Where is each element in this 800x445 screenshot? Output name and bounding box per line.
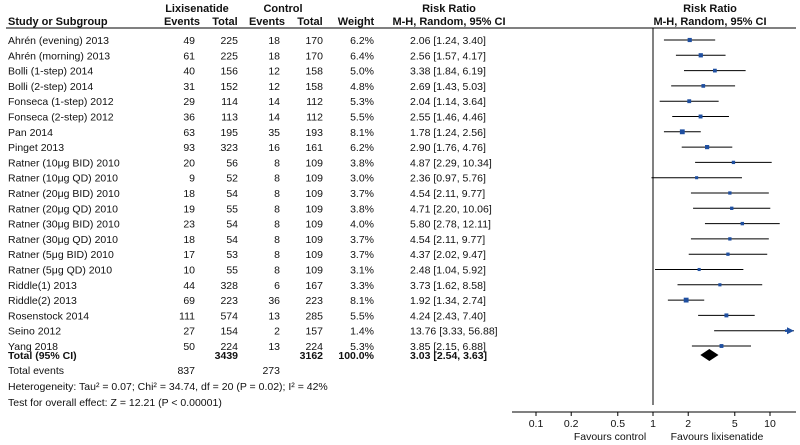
point-estimate [698, 268, 701, 271]
total-group1: 55 [226, 264, 238, 277]
total-group2: 224 [305, 341, 323, 353]
weight-value: 5.0% [350, 65, 374, 78]
ci-text: 2.55 [1.46, 4.46] [410, 111, 486, 124]
weight-value: 3.0% [350, 172, 374, 185]
events-group1: 63 [183, 126, 195, 139]
study-name: Ratner (5μg BID) 2010 [8, 249, 114, 262]
rr-title: Risk Ratio [422, 3, 476, 15]
total-group1: 113 [221, 111, 238, 124]
ci-text: 2.48 [1.04, 5.92] [410, 264, 486, 277]
ci-text: 2.04 [1.14, 3.64] [410, 96, 486, 109]
x-axis [512, 412, 796, 430]
weight-value: 4.0% [350, 218, 374, 231]
point-estimate [695, 176, 698, 179]
events-group1: 18 [183, 233, 195, 246]
point-estimate [680, 129, 685, 134]
x-tick-label: 1 [650, 418, 656, 430]
total-group1: 54 [226, 218, 238, 231]
total-group2: 157 [305, 325, 323, 338]
study-row [8, 234, 485, 246]
events-group2: 35 [268, 126, 280, 139]
events-group1: 69 [183, 295, 195, 308]
weight-value: 3.7% [350, 249, 374, 262]
study-name: Seino 2012 [8, 325, 62, 338]
events-group2: 12 [268, 65, 280, 78]
study-name: Riddle(1) 2013 [8, 279, 77, 292]
point-estimate [728, 191, 731, 194]
events-group2: 16 [268, 142, 280, 155]
events-group2: 6 [274, 279, 280, 292]
ci-text: 3.73 [1.62, 8.58] [410, 279, 486, 292]
events-group2: 2 [274, 325, 280, 338]
ci-text: 4.54 [2.11, 9.77] [410, 233, 486, 246]
ci-text: 3.38 [1.84, 6.19] [410, 65, 486, 78]
heterogeneity-text: Heterogeneity: Tau² = 0.07; Chi² = 34.74, df = 20 (P = 0.02); I² = 42% [8, 381, 328, 393]
ci-text: 13.76 [3.33, 56.88] [410, 325, 498, 338]
events-group2: 14 [268, 111, 280, 124]
events-group2: 8 [274, 218, 280, 231]
group2-header: Control [263, 3, 303, 15]
point-estimate [701, 84, 705, 88]
study-name: Bolli (2-step) 2014 [8, 80, 94, 93]
weight-value: 3.3% [350, 279, 374, 292]
study-name: Fonseca (2-step) 2012 [8, 111, 114, 124]
total-group1: 328 [220, 279, 238, 292]
point-estimate [688, 38, 692, 42]
ci-text: 1.78 [1.24, 2.56] [410, 126, 486, 139]
study-name: Pinget 2013 [8, 142, 65, 155]
events-group1: 50 [183, 341, 195, 353]
events-group1: 49 [183, 35, 195, 47]
forest-plot-area [651, 28, 794, 405]
events-group1: 19 [183, 203, 195, 216]
events-group2: 8 [274, 233, 280, 246]
total1-header: Total [212, 16, 238, 28]
total-group1: 154 [220, 325, 238, 338]
events-group2: 8 [274, 188, 280, 200]
total-group1: 52 [226, 172, 238, 185]
events-group1: 93 [183, 142, 195, 155]
total-group2: 170 [305, 35, 323, 47]
events-group1: 18 [183, 188, 195, 200]
total-events-group2: 273 [262, 365, 280, 377]
total-group2: 109 [305, 233, 323, 246]
overall-effect-text: Test for overall effect: Z = 12.21 (P < 0.00001) [8, 397, 222, 409]
events-group2: 13 [268, 341, 280, 353]
events-group2: 18 [268, 35, 280, 47]
total-group1: 54 [226, 233, 238, 246]
weight-value: 3.1% [350, 264, 374, 277]
total-group1: 225 [220, 35, 238, 47]
study-row [8, 50, 486, 62]
events-group2: 13 [268, 310, 280, 323]
events2-header: Events [248, 16, 286, 28]
study-row [8, 35, 486, 47]
total-group2: 161 [305, 142, 323, 155]
rr-method-header: M-H, Random, 95% CI [392, 16, 506, 28]
favours-lixisenatide-label: Favours lixisenatide [670, 431, 764, 443]
study-row [8, 280, 486, 292]
total-group2: 109 [305, 218, 323, 231]
study-row [8, 96, 486, 108]
point-estimate [726, 253, 729, 256]
x-tick-label: 0.2 [563, 418, 579, 430]
total2-header: Total [297, 16, 323, 28]
events-group1: 44 [183, 279, 195, 292]
events-group1: 10 [183, 264, 195, 277]
total-group2: 109 [305, 157, 323, 170]
study-name: Rosenstock 2014 [8, 310, 90, 323]
ci-text: 2.56 [1.57, 4.17] [410, 50, 486, 63]
total-group1: 156 [220, 65, 238, 78]
point-estimate [724, 313, 728, 317]
total-group1: 53 [226, 249, 238, 262]
study-name: Ratner (20μg QD) 2010 [8, 203, 118, 216]
study-name: Ahrén (morning) 2013 [8, 50, 111, 63]
point-estimate [728, 237, 731, 240]
total-group2: 158 [305, 80, 323, 93]
events-group2: 8 [274, 203, 280, 216]
study-row [8, 142, 486, 154]
total-group1: 152 [220, 80, 238, 93]
study-row [8, 157, 492, 169]
total-group2: 285 [305, 310, 323, 323]
weight-value: 1.4% [350, 325, 374, 338]
point-estimate [705, 145, 709, 149]
total-group2: 109 [305, 249, 323, 262]
x-tick-label: 2 [685, 418, 692, 430]
weight-value: 3.8% [350, 203, 374, 216]
total-group1: 323 [220, 142, 238, 155]
events-group1: 17 [183, 249, 195, 262]
study-row [8, 81, 486, 93]
plot-title: Risk Ratio [683, 3, 737, 15]
study-name: Ahrén (evening) 2013 [8, 35, 109, 47]
weight-value: 8.1% [350, 295, 374, 308]
total-n-group2: 3162 [299, 350, 323, 362]
point-estimate [699, 53, 703, 57]
events-group2: 8 [274, 264, 280, 277]
study-name: Pan 2014 [8, 126, 53, 139]
events-group2: 36 [268, 295, 280, 308]
x-tick-label: 0.1 [528, 418, 544, 430]
total-label: Total (95% CI) [8, 350, 77, 362]
weight-value: 5.3% [350, 341, 374, 353]
ci-text: 5.80 [2.78, 12.11] [410, 218, 491, 231]
point-estimate [730, 207, 733, 210]
point-estimate [785, 329, 787, 331]
ci-text: 2.90 [1.76, 4.76] [410, 142, 486, 155]
study-name: Ratner (10μg BID) 2010 [8, 157, 120, 170]
x-tick-label: 0.5 [610, 418, 626, 430]
total-ci-text: 3.03 [2.54, 3.63] [410, 350, 488, 362]
weight-value: 4.8% [350, 80, 374, 93]
study-name: Riddle(2) 2013 [8, 295, 77, 308]
study-row [8, 295, 486, 307]
events-group1: 36 [183, 111, 195, 124]
study-column-header: Study or Subgroup [8, 16, 108, 28]
study-row [8, 326, 498, 338]
events-group1: 61 [183, 50, 195, 63]
ci-arrow [787, 327, 794, 334]
ci-text: 4.37 [2.02, 9.47] [410, 249, 486, 262]
total-group1: 55 [226, 203, 238, 216]
weight-value: 8.1% [350, 126, 374, 139]
total-group2: 112 [306, 96, 323, 109]
events-group1: 29 [183, 96, 195, 109]
point-estimate [741, 222, 744, 225]
weight-value: 5.5% [350, 111, 374, 124]
weight-value: 3.7% [350, 233, 374, 246]
total-group1: 114 [221, 96, 238, 109]
events-group1: 27 [183, 325, 195, 338]
events-group1: 31 [183, 80, 195, 93]
events-group2: 8 [274, 249, 280, 262]
total-group2: 109 [305, 172, 323, 185]
events-group2: 14 [268, 96, 280, 109]
ci-text: 4.24 [2.43, 7.40] [410, 310, 486, 323]
point-estimate [720, 344, 724, 348]
total-n-group1: 3439 [214, 350, 238, 362]
total-group2: 109 [305, 203, 323, 216]
events1-header: Events [163, 16, 201, 28]
point-estimate [687, 99, 691, 103]
events-group2: 18 [268, 50, 280, 63]
total-group2: 158 [305, 65, 323, 78]
ci-text: 4.87 [2.29, 10.34] [410, 157, 492, 170]
point-estimate [713, 69, 717, 73]
study-row [8, 127, 486, 139]
ci-text: 4.71 [2.20, 10.06] [410, 203, 492, 216]
weight-value: 3.8% [350, 157, 374, 170]
point-estimate [732, 161, 735, 164]
total-group1: 225 [220, 50, 238, 63]
study-name: Ratner (30μg QD) 2010 [8, 233, 118, 246]
ci-text: 2.69 [1.43, 5.03] [410, 80, 486, 93]
study-row [8, 66, 486, 78]
total-group1: 54 [226, 188, 238, 200]
ci-text: 4.54 [2.11, 9.77] [410, 188, 486, 200]
events-group2: 8 [274, 172, 280, 185]
study-row [8, 265, 486, 277]
total-group1: 574 [220, 310, 238, 323]
total-group1: 224 [220, 341, 238, 353]
study-row [8, 203, 492, 215]
group1-header: Lixisenatide [165, 3, 229, 15]
total-group1: 195 [220, 126, 238, 139]
events-group2: 12 [268, 80, 280, 93]
study-name: Bolli (1-step) 2014 [8, 65, 94, 78]
study-row [8, 173, 486, 185]
events-group2: 8 [274, 157, 280, 170]
study-rows [8, 35, 498, 353]
events-group1: 111 [179, 310, 195, 323]
weight-value: 5.5% [350, 310, 374, 323]
total-events-label: Total events [8, 365, 65, 377]
pooled-diamond [700, 349, 718, 361]
point-estimate [718, 283, 721, 286]
favours-control-label: Favours control [573, 431, 647, 443]
total-weight: 100.0% [338, 350, 374, 362]
weight-value: 6.4% [350, 50, 374, 63]
point-estimate [684, 298, 689, 303]
ci-text: 1.92 [1.34, 2.74] [410, 295, 486, 308]
weight-value: 6.2% [350, 142, 374, 155]
point-estimate [699, 115, 703, 119]
total-group2: 170 [305, 50, 323, 63]
study-name: Ratner (30μg BID) 2010 [8, 218, 120, 231]
study-name: Fonseca (1-step) 2012 [8, 96, 114, 109]
total-group2: 112 [306, 111, 323, 124]
total-group2: 223 [305, 295, 323, 308]
study-row [8, 188, 485, 200]
total-group1: 56 [226, 157, 238, 170]
study-name: Ratner (10μg QD) 2010 [8, 172, 118, 185]
total-group1: 223 [220, 295, 238, 308]
study-name: Ratner (5μg QD) 2010 [8, 264, 113, 277]
weight-value: 5.3% [350, 96, 374, 109]
weight-value: 6.2% [350, 35, 374, 47]
weight-header: Weight [337, 16, 375, 28]
total-group2: 193 [305, 126, 323, 139]
study-row [8, 219, 491, 231]
study-row [8, 112, 486, 124]
total-group2: 167 [305, 279, 323, 292]
events-group1: 23 [183, 218, 195, 231]
weight-value: 3.7% [350, 188, 374, 200]
total-group2: 109 [305, 264, 323, 277]
plot-method-header: M-H, Random, 95% CI [653, 16, 767, 28]
events-group1: 20 [183, 157, 195, 170]
x-tick-label: 10 [764, 418, 776, 430]
total-group2: 109 [305, 188, 323, 200]
ci-text: 2.06 [1.24, 3.40] [410, 35, 486, 47]
study-name: Ratner (20μg BID) 2010 [8, 188, 120, 200]
study-row [8, 249, 486, 261]
study-row [8, 310, 486, 322]
events-group1: 9 [189, 172, 195, 185]
ci-text: 2.36 [0.97, 5.76] [410, 172, 486, 185]
x-tick-label: 5 [731, 418, 738, 430]
ci-text: 3.85 [2.15, 6.88] [410, 341, 486, 353]
events-group1: 40 [183, 65, 195, 78]
study-name: Yang 2018 [8, 341, 59, 353]
total-events-group1: 837 [177, 365, 195, 377]
